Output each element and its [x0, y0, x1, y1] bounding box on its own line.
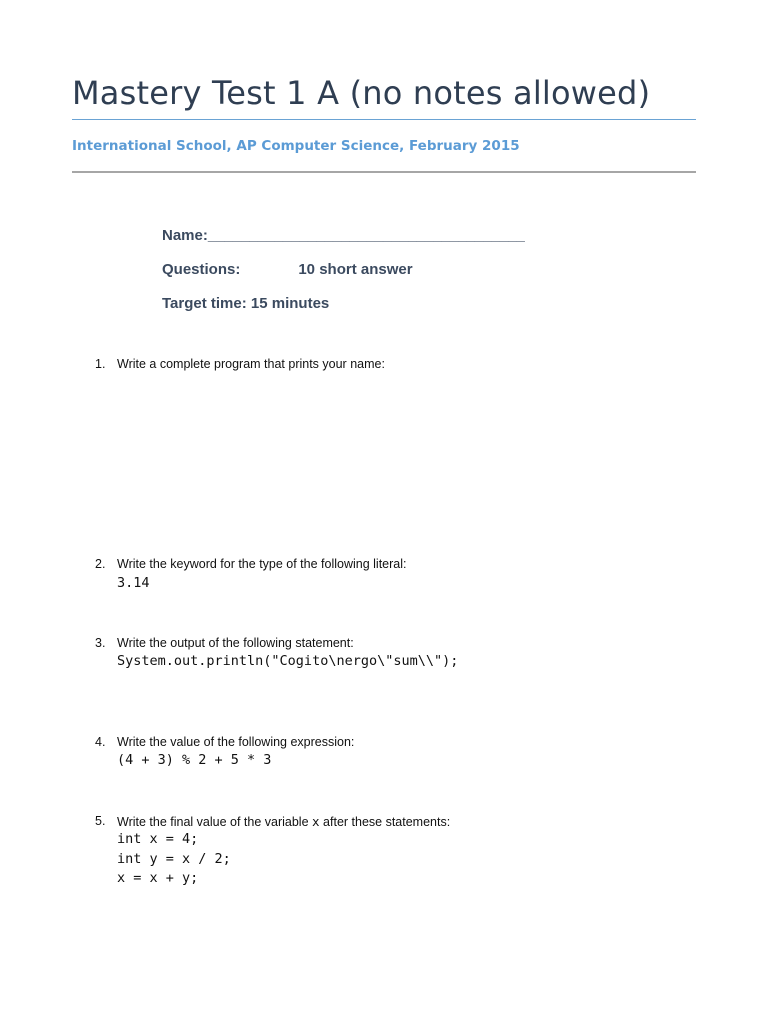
- question-number: 4.: [95, 735, 106, 749]
- question-5-code: [117, 830, 231, 889]
- code-line: x = x + y;: [117, 870, 199, 886]
- page-subtitle: International School, AP Computer Science, February 2015: [72, 138, 520, 154]
- title-divider: [72, 119, 696, 120]
- code-line: int y = x / 2;: [117, 850, 231, 867]
- question-text: Write the output of the following statement:: [117, 636, 354, 650]
- questions-value: 10 short answer: [298, 261, 413, 278]
- questions-line: [162, 261, 413, 278]
- questions-label: Questions:: [162, 261, 241, 278]
- question-number: 2.: [95, 557, 106, 571]
- name-line: Name:______________________________________: [162, 227, 525, 244]
- question-text: Write a complete program that prints your name:: [117, 357, 385, 371]
- question-text: Write the value of the following expression:: [117, 735, 355, 749]
- target-time-line: Target time: 15 minutes: [162, 295, 330, 312]
- question-text: Write the final value of the variable x after these statements:: [117, 814, 451, 829]
- question-number: 5.: [95, 814, 106, 828]
- question-4-code: (4 + 3) % 2 + 5 * 3: [117, 752, 272, 768]
- code-line: int x = 4;: [117, 831, 199, 847]
- question-number: 3.: [95, 636, 106, 650]
- question-3-code: System.out.println("Cogito\nergo\"sum\\");: [117, 653, 459, 669]
- question-2-code: 3.14: [117, 575, 150, 591]
- question-number: 1.: [95, 357, 106, 371]
- page-title: Mastery Test 1 A (no notes allowed): [72, 74, 651, 112]
- question-text: Write the keyword for the type of the following literal:: [117, 557, 407, 571]
- subtitle-divider: [72, 171, 696, 173]
